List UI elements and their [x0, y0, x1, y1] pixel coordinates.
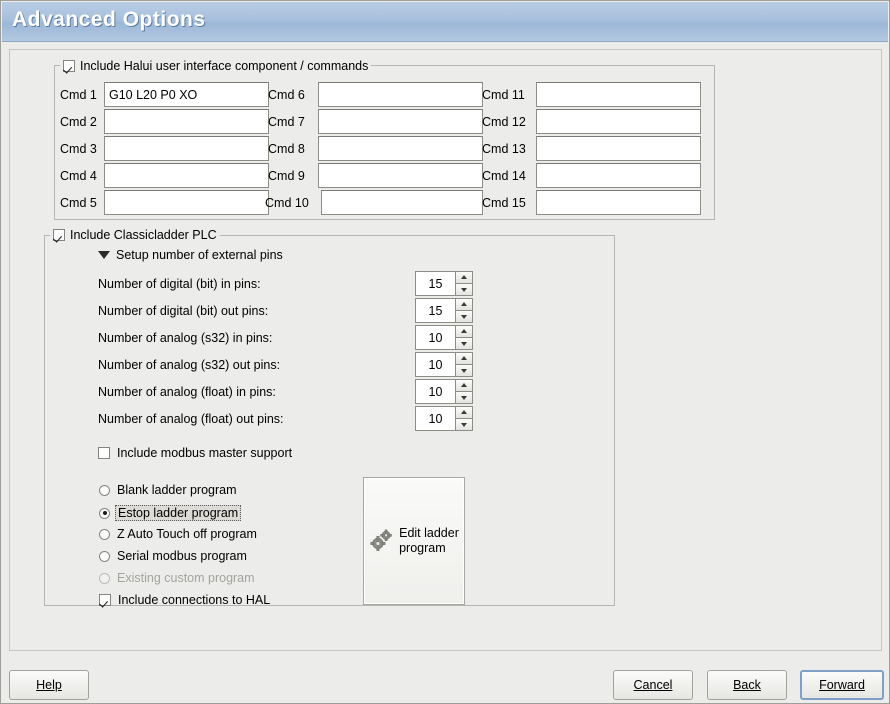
modbus-master-checkbox[interactable] — [98, 447, 110, 459]
edit-ladder-button-content — [369, 526, 459, 556]
spin-up-icon[interactable] — [455, 406, 473, 419]
cmd-label: Cmd 14 — [482, 168, 526, 183]
pin-label: Number of analog (s32) in pins: — [98, 330, 273, 345]
back-button[interactable] — [707, 670, 787, 700]
external-pins-expander[interactable] — [98, 248, 283, 262]
gear-icon — [369, 528, 395, 554]
window-titlebar — [2, 2, 888, 42]
program-radio-blank[interactable] — [99, 483, 237, 497]
cmd-label: Cmd 11 — [482, 87, 525, 102]
program-radio-existing-custom — [99, 571, 255, 585]
cmd-label: Cmd 2 — [60, 114, 97, 129]
chevron-down-icon — [98, 251, 110, 259]
program-radio-label: Blank ladder program — [117, 483, 237, 497]
program-radio-serial-modbus[interactable] — [99, 549, 247, 563]
radio-indicator[interactable] — [99, 485, 110, 496]
spin-up-icon[interactable] — [455, 298, 473, 311]
cmd-input[interactable]: G10 L20 P0 XO — [104, 82, 269, 107]
spin-arrows[interactable] — [455, 352, 473, 377]
cmd-label: Cmd 13 — [482, 141, 526, 156]
cmd-label: Cmd 9 — [268, 168, 305, 183]
spin-down-icon[interactable] — [455, 392, 473, 404]
analog-float-out-pins-spinner[interactable] — [415, 406, 473, 431]
spin-value[interactable]: 10 — [415, 379, 455, 404]
cmd-input[interactable] — [536, 82, 701, 107]
pin-label: Number of analog (float) in pins: — [98, 384, 276, 399]
cancel-button-label: Cancel — [633, 678, 673, 692]
spin-value[interactable]: 10 — [415, 406, 455, 431]
halui-group-checkbox[interactable] — [63, 60, 75, 72]
spin-arrows[interactable] — [455, 271, 473, 296]
classicladder-group-checkbox[interactable] — [53, 229, 65, 241]
help-button[interactable] — [9, 670, 89, 700]
edit-ladder-line2: program — [399, 541, 446, 555]
classicladder-group-label: Include Classicladder PLC — [70, 228, 217, 242]
cmd-input[interactable] — [104, 190, 269, 215]
spin-value[interactable]: 10 — [415, 352, 455, 377]
cmd-label: Cmd 12 — [482, 114, 526, 129]
cmd-input[interactable] — [318, 109, 483, 134]
cmd-label: Cmd 3 — [60, 141, 97, 156]
halui-group-label: Include Halui user interface component / commands — [80, 59, 369, 73]
spin-value[interactable]: 10 — [415, 325, 455, 350]
program-radio-label: Z Auto Touch off program — [117, 527, 257, 541]
spin-value[interactable]: 15 — [415, 271, 455, 296]
spin-arrows[interactable] — [455, 325, 473, 350]
cmd-label: Cmd 7 — [268, 114, 305, 129]
analog-s32-in-pins-spinner[interactable] — [415, 325, 473, 350]
cmd-input[interactable] — [321, 190, 483, 215]
cmd-input[interactable] — [104, 109, 269, 134]
program-radio-z-auto-touch-off[interactable] — [99, 527, 257, 541]
external-pins-expander-label: Setup number of external pins — [116, 248, 283, 262]
dialog-content — [9, 49, 882, 651]
cancel-button[interactable] — [613, 670, 693, 700]
back-button-label: Back — [733, 678, 761, 692]
pin-label: Number of analog (s32) out pins: — [98, 357, 281, 372]
cmd-label: Cmd 10 — [265, 195, 309, 210]
cmd-input[interactable] — [104, 136, 269, 161]
cmd-input[interactable] — [536, 190, 701, 215]
cmd-label: Cmd 4 — [60, 168, 97, 183]
program-radio-label: Existing custom program — [117, 571, 255, 585]
halui-group-legend[interactable] — [60, 58, 371, 74]
pin-label: Number of digital (bit) in pins: — [98, 276, 261, 291]
edit-ladder-button-text — [399, 526, 459, 556]
spin-down-icon[interactable] — [455, 365, 473, 377]
cmd-input[interactable] — [318, 82, 483, 107]
modbus-master-label: Include modbus master support — [117, 446, 293, 460]
analog-float-in-pins-spinner[interactable] — [415, 379, 473, 404]
window-title: Advanced Options — [12, 8, 206, 31]
spin-up-icon[interactable] — [455, 271, 473, 284]
hal-connections-checkbox[interactable] — [99, 594, 111, 606]
edit-ladder-program-button[interactable] — [363, 477, 465, 605]
spin-arrows[interactable] — [455, 379, 473, 404]
spin-up-icon[interactable] — [455, 352, 473, 365]
cmd-label: Cmd 5 — [60, 195, 97, 210]
pin-label: Number of digital (bit) out pins: — [98, 303, 269, 318]
cmd-input[interactable] — [536, 163, 701, 188]
cmd-input[interactable] — [318, 163, 483, 188]
spin-up-icon[interactable] — [455, 379, 473, 392]
cmd-label: Cmd 6 — [268, 87, 305, 102]
program-radio-estop[interactable] — [99, 505, 241, 521]
spin-arrows[interactable] — [455, 298, 473, 323]
cmd-input[interactable] — [318, 136, 483, 161]
spin-up-icon[interactable] — [455, 325, 473, 338]
radio-indicator[interactable] — [99, 508, 110, 519]
digital-bit-out-pins-spinner[interactable] — [415, 298, 473, 323]
cmd-input[interactable] — [536, 109, 701, 134]
cmd-label: Cmd 8 — [268, 141, 305, 156]
radio-indicator[interactable] — [99, 551, 110, 562]
edit-ladder-line1: Edit ladder — [399, 526, 459, 540]
hal-connections-checkbox-row[interactable] — [99, 593, 270, 607]
cmd-input[interactable] — [104, 163, 269, 188]
hal-connections-label: Include connections to HAL — [118, 593, 271, 607]
forward-button-label: Forward — [819, 678, 865, 692]
digital-bit-in-pins-spinner[interactable] — [415, 271, 473, 296]
pin-label: Number of analog (float) out pins: — [98, 411, 284, 426]
cmd-label: Cmd 15 — [482, 195, 526, 210]
program-radio-label: Serial modbus program — [117, 549, 247, 563]
radio-indicator — [99, 573, 110, 584]
spin-value[interactable]: 15 — [415, 298, 455, 323]
spin-arrows[interactable] — [455, 406, 473, 431]
cmd-label: Cmd 1 — [60, 87, 97, 102]
program-radio-label: Estop ladder program — [115, 505, 241, 521]
spin-down-icon[interactable] — [455, 311, 473, 323]
classicladder-group-legend[interactable] — [50, 227, 220, 243]
cmd-input[interactable] — [536, 136, 701, 161]
modbus-master-checkbox-row[interactable] — [98, 446, 292, 460]
analog-s32-out-pins-spinner[interactable] — [415, 352, 473, 377]
forward-button[interactable] — [800, 670, 884, 700]
radio-indicator[interactable] — [99, 529, 110, 540]
spin-down-icon[interactable] — [455, 419, 473, 431]
help-button-label: Help — [36, 678, 62, 692]
spin-down-icon[interactable] — [455, 338, 473, 350]
spin-down-icon[interactable] — [455, 284, 473, 296]
